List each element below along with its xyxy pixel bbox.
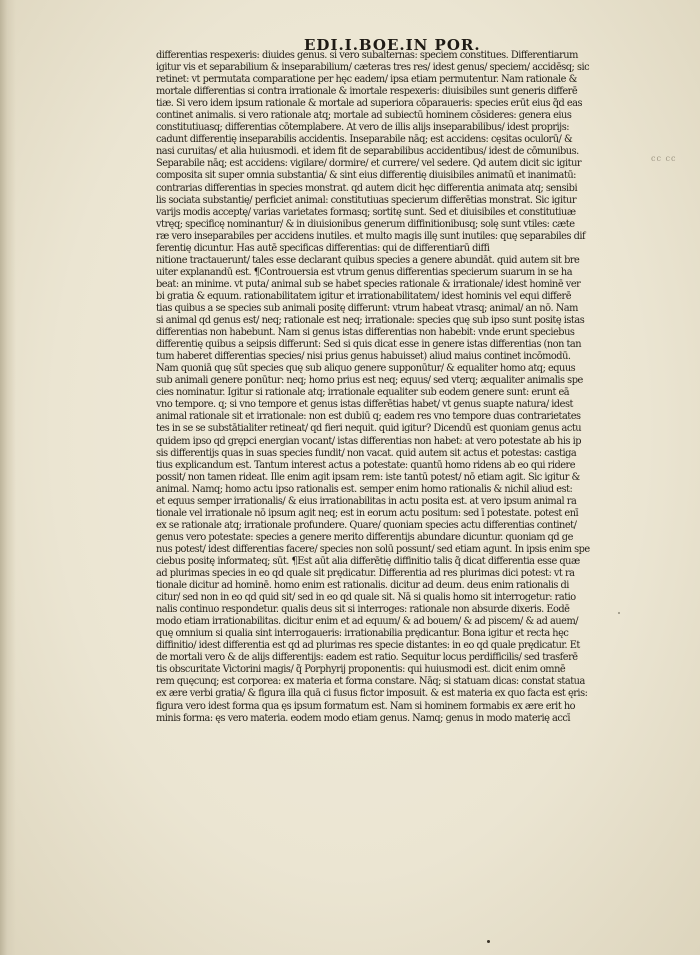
text-line: ræ vero inseparabiles per accidens inutiles. et multo magis illę sunt inutiles: quę separabiles dif <box>156 230 586 242</box>
text-line: tionale dicitur ad hominē. homo enim est rationalis. dicitur ad deum. deus enim rationalis di <box>156 580 569 592</box>
text-line: beat: an minime. vt puta/ animal sub se habet species rationale & irrationale/ idest hominē ver <box>156 278 581 290</box>
text-line: tiæ. Si vero idem ipsum rationale & mortale ad superiora cōparaueris: species erūt eius q̃d eas <box>156 98 583 110</box>
text-line: quidem ipso qd grępci energian vocant/ istas differentias non habet: at vero potestate ab his ip <box>156 435 582 447</box>
text-line: sis differentijs quas in suas species fundit/ non vacat. quid autem sit actus et potestas: castiga <box>156 447 577 459</box>
text-line: animal. Namq; homo actu ipso rationalis est. semper enim homo rationalis & nichil aliud est: <box>156 483 573 495</box>
binding-shadow <box>0 0 16 955</box>
text-line: differentię quibus a seipsis differunt: Sed si quis dicat esse in genere istas differentias (non tan <box>156 339 582 351</box>
text-line: cies nominatur. Igitur si rationale atq; irrationale equaliter sub eodem genere sunt: erunt eā <box>156 387 570 399</box>
text-line: modo etiam irrationabilitas. dicitur enim et ad equum/ & ad bouem/ & ad piscem/ & ad auem/ <box>156 616 579 628</box>
text-line: minis forma: ęs vero materia. eodem modo etiam genus. Namq; genus in modo materię accī <box>156 712 570 724</box>
text-line: contrarias differentias in species monstrat. qd autem dicit hęc differentia animata atq; sensibi <box>156 182 578 194</box>
text-line: differentias non habebunt. Nam si genus istas differentias non habebit: vnde erunt speciebus <box>156 327 575 339</box>
text-line: Separabile nāq; est accidens: vigilare/ dormire/ et currere/ vel sedere. Qd autem dicit sic igitur <box>156 158 582 170</box>
text-line: ferentię dicuntur. Has autē specificas differentias: qui de differentiarū diffi <box>156 242 490 254</box>
text-line: igitur vis et separabilium & inseparabilium/ cæteras tres res/ idest genus/ speciem/ accidēsq; sic <box>156 62 590 74</box>
margin-note: cc cc <box>651 154 677 163</box>
text-line: uiter explanandū est. ¶Controuersia est vtrum genus differentias specierum suarum in se ha <box>156 266 573 278</box>
ink-speck <box>618 612 620 614</box>
text-line: continet animalis. si vero rationale atq; mortale ad subiectū hominem cōsideres: genera eius <box>156 110 572 122</box>
text-line: tis obscuritate Victorini magis/ q̃ Porphyrij proponentis: qui huiusmodi est. dicit enim omnē <box>156 664 566 676</box>
ink-speck <box>487 940 490 943</box>
running-head: EDI.I.BOE.IN POR. <box>304 36 481 54</box>
text-line: possit/ non tamen rideat. Ille enim agit ipsam rem: iste tantū potest/ nō etiam agit. Sic igitur & <box>156 471 580 483</box>
text-line: nitione tractauerunt/ tales esse declarant quibus species a genere abundāt. quid autem sit bre <box>156 254 580 266</box>
text-line: diffinitio/ idest differentia est qd ad plurimas res specie distantes: in eo qd quale prędicatur. Et <box>156 640 580 652</box>
text-line: varijs modis acceptę/ varias varietates formasq; sortitę sunt. Sed et diuisibiles et constitutiuæ <box>156 206 576 218</box>
text-line: ex se rationale atq; irrationale profundere. Quare/ quoniam species actu differentias continet/ <box>156 519 577 531</box>
text-line: cadunt differentię inseparabilis accidentis. Inseparabile nāq; est accidens: cęsitas oculorū/ & <box>156 134 573 146</box>
text-line: figura vero idest forma qua ęs ipsum formatum est. Nam si hominem formabis ex ære erit ho <box>156 700 576 712</box>
text-line: sub animali genere ponūtur: neq; homo prius est neq; equus/ sed vterq; æqualiter animalis spe <box>156 375 583 387</box>
text-line: vtręq; specificę nominantur/ & in diuisionibus generum diffinitionibusq; solę sunt vtiles: cæte <box>156 218 575 230</box>
text-line: animal rationale sit et irrationale: non est dubiū q; eadem res vno tempore duas contrarietates <box>156 411 581 423</box>
text-line: differentias respexeris: diuides genus. si vero subalternas: speciem constitues. Differentiarum <box>156 50 578 61</box>
text-line: vno tempore. q; si vno tempore et genus istas differētias habet/ vt genus suapte natura/ idest <box>156 399 573 411</box>
text-line: rem quęcunq; est corporea: ex materia et forma constare. Nāq; si statuam dicas: constat statua <box>156 676 585 688</box>
text-line: de mortali vero & de alijs differentijs: eadem est ratio. Sequitur locus perdifficilis/ sed trasferē <box>156 652 578 664</box>
text-line: nus potest/ idest differentias facere/ species non solū possunt/ sed etiam agunt. In ipsis enim spe <box>156 543 590 555</box>
text-line: mortale differentias si contra irrationale & imortale respexeris: diuisibiles sunt generis differē <box>156 86 578 98</box>
text-line: et equus semper irrationalis/ & eius irrationabilitas in actu posita est. at vero ipsum animal ra <box>156 495 577 507</box>
text-line: citur/ sed non in eo qd quid sit/ sed in eo qd quale sit. Nā si qualis homo sit interrogetur: ratio <box>156 592 576 604</box>
text-line: tes in se se substātialiter retineat/ qd fieri nequit. quid igitur? Dicendū est quoniam genus actu <box>156 423 582 435</box>
text-line: nasi curuitas/ et alia huiusmodi. et idem fit de separabilibus accidentibus/ idest de cōmunibus. <box>156 146 579 158</box>
text-line: ad plurimas species in eo qd quale sit prędicatur. Differentia ad res plurimas dici potest: vt ra <box>156 568 575 580</box>
text-line: retinet: vt permutata comparatione per hęc eadem/ ipsa etiam permutentur. Nam rationale & <box>156 74 577 86</box>
text-line: Nam quoniā quę sūt species quę sub aliquo genere supponūtur/ & equaliter homo atq; equus <box>156 363 576 375</box>
text-line: tias quibus a se species sub animali positę differunt: vtrum habeat vtrasq; animal/ an nō. Nam <box>156 302 578 314</box>
body-text <box>156 50 648 725</box>
text-line: ciebus positę informateq; sūt. ¶Est aūt alia differētię diffinitio talis q̃ dicat differentia esse quæ <box>156 555 580 567</box>
text-line: composita sit super omnia substantia/ & sint eius differentię diuisibiles animatū et inanimatū: <box>156 170 576 182</box>
text-line: ex ære verbi gratia/ & figura illa quā ci fusus fictor imposuit. & est materia ex quo facta est ęris: <box>156 688 588 700</box>
text-line: bi gratia & equum. rationabilitatem igitur et irrationabilitatem/ idest hominis vel equi differē <box>156 290 572 302</box>
text-line: constitutiuasq; differentias cōtemplabere. At vero de illis alijs inseparabilibus/ idest proprijs: <box>156 122 570 134</box>
text-line: genus vero potestate: species a genere merito differentijs abundare dicuntur. quoniam qd ge <box>156 531 573 543</box>
text-line: tius explicandum est. Tantum interest actus a potestate: quantū homo ridens ab eo qui ridere <box>156 459 576 471</box>
text-line: lis sociata substantię/ perficiet animal: constitutiuas specierum differētias monstrat. Sic igitur <box>156 194 577 206</box>
text-line: si animal qd genus est/ neq; rationale est neq; irrationale: species quę sub ipso sunt positę istas <box>156 315 585 327</box>
text-line: tum haberet differentias species/ nisi prius genus habuisset) aliud maius continet incōmodū. <box>156 351 571 363</box>
text-line: tionale vel irrationale nō ipsum agit neq; est in eorum actu positum: sed ī potestate. potest enī <box>156 507 579 519</box>
text-line: quę omnium si qualia sint interrogaueris: irrationabilia prędicantur. Bona igitur et recta hęc <box>156 628 569 640</box>
text-line: nalis continuo respondetur. qualis deus sit si interroges: rationale non absurde dixeris. Eodē <box>156 604 570 616</box>
